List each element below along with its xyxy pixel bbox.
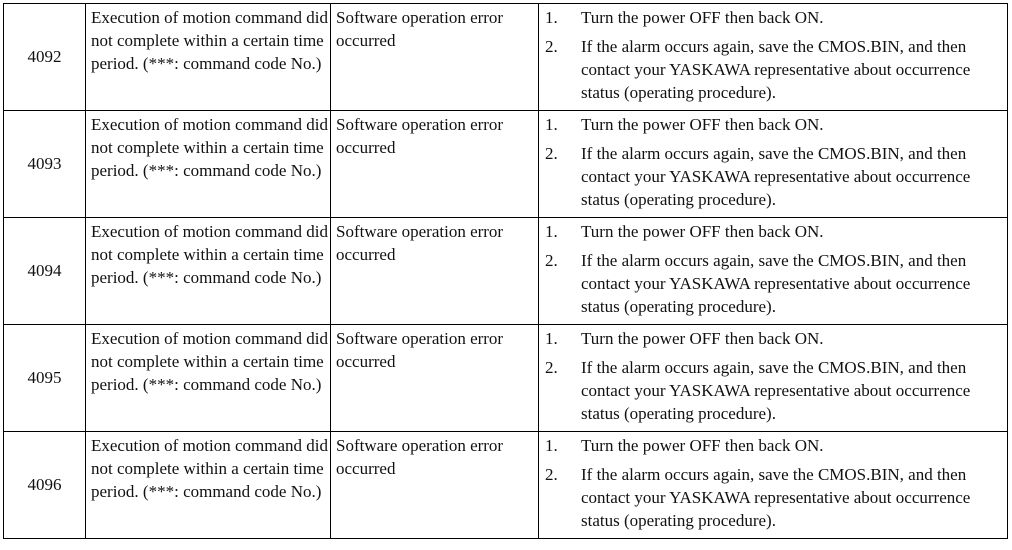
remedy-step [545, 249, 1003, 318]
remedy-step [545, 327, 1003, 350]
table-row [4, 4, 1008, 111]
alarm-description: Execution of motion command did not complete within a certain time period. (***: command code No.) [86, 111, 331, 218]
remedy-step-text: Turn the power OFF then back ON. [581, 222, 824, 241]
alarm-description: Execution of motion command did not complete within a certain time period. (***: command code No.) [86, 325, 331, 432]
alarm-cause: Software operation error occurred [331, 325, 539, 432]
remedy-step-text: If the alarm occurs again, save the CMOS.BIN, and then contact your YASKAWA representative about occurrence status (operating procedure). [581, 144, 971, 209]
alarm-cause: Software operation error occurred [331, 432, 539, 539]
table-row [4, 111, 1008, 218]
alarm-code: 4093 [4, 111, 86, 218]
remedy-step [545, 6, 1003, 29]
remedy-step-number: 2. [545, 465, 558, 484]
table-row [4, 432, 1008, 539]
table-row [4, 325, 1008, 432]
remedy-step-number: 1. [545, 115, 558, 134]
remedy-step-text: If the alarm occurs again, save the CMOS.BIN, and then contact your YASKAWA representative about occurrence status (operating procedure). [581, 465, 971, 530]
table-row [4, 218, 1008, 325]
remedy-step-text: Turn the power OFF then back ON. [581, 436, 824, 455]
alarm-remedy [539, 111, 1008, 218]
remedy-step-text: If the alarm occurs again, save the CMOS.BIN, and then contact your YASKAWA representative about occurrence status (operating procedure). [581, 37, 971, 102]
remedy-step-number: 1. [545, 436, 558, 455]
alarm-description: Execution of motion command did not complete within a certain time period. (***: command code No.) [86, 432, 331, 539]
remedy-step-number: 1. [545, 8, 558, 27]
alarm-table [3, 3, 1008, 539]
alarm-code: 4095 [4, 325, 86, 432]
remedy-step-text: If the alarm occurs again, save the CMOS.BIN, and then contact your YASKAWA representative about occurrence status (operating procedure). [581, 358, 971, 423]
remedy-step [545, 434, 1003, 457]
alarm-description: Execution of motion command did not complete within a certain time period. (***: command code No.) [86, 218, 331, 325]
remedy-step [545, 356, 1003, 425]
alarm-remedy [539, 4, 1008, 111]
remedy-step-number: 2. [545, 37, 558, 56]
remedy-step-text: If the alarm occurs again, save the CMOS.BIN, and then contact your YASKAWA representative about occurrence status (operating procedure). [581, 251, 971, 316]
remedy-step [545, 113, 1003, 136]
alarm-code: 4094 [4, 218, 86, 325]
alarm-code: 4092 [4, 4, 86, 111]
alarm-cause: Software operation error occurred [331, 4, 539, 111]
remedy-step-text: Turn the power OFF then back ON. [581, 115, 824, 134]
alarm-table-body [4, 4, 1008, 539]
remedy-step-number: 1. [545, 222, 558, 241]
alarm-remedy [539, 325, 1008, 432]
remedy-step [545, 35, 1003, 104]
remedy-step-text: Turn the power OFF then back ON. [581, 329, 824, 348]
remedy-step-number: 1. [545, 329, 558, 348]
remedy-step [545, 463, 1003, 532]
remedy-step-number: 2. [545, 358, 558, 377]
remedy-step [545, 142, 1003, 211]
alarm-cause: Software operation error occurred [331, 218, 539, 325]
alarm-code: 4096 [4, 432, 86, 539]
remedy-step-number: 2. [545, 144, 558, 163]
alarm-remedy [539, 218, 1008, 325]
alarm-cause: Software operation error occurred [331, 111, 539, 218]
alarm-remedy [539, 432, 1008, 539]
remedy-step-text: Turn the power OFF then back ON. [581, 8, 824, 27]
remedy-step-number: 2. [545, 251, 558, 270]
remedy-step [545, 220, 1003, 243]
alarm-description: Execution of motion command did not complete within a certain time period. (***: command code No.) [86, 4, 331, 111]
